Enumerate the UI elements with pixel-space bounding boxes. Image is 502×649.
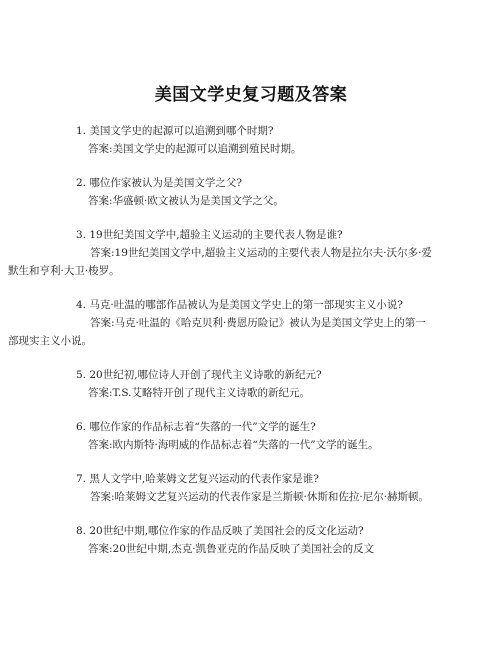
qa-item: [76, 418, 436, 454]
question-text: 6. 哪位作家的作品标志着“失落的一代”文学的诞生?: [76, 421, 316, 433]
qa-item: [76, 470, 436, 506]
question-text: 7. 黑人文学中,哈莱姆文艺复兴运动的代表作家是谁?: [76, 473, 319, 485]
answer-text: 答案:19世纪美国文学中,超验主义运动的主要代表人物是拉尔夫·沃尔多·爱默生和亨利·大卫·梭罗。: [8, 247, 432, 277]
answer-text: 答案:欧内斯特·海明威的作品标志着“失落的一代”文学的诞生。: [88, 439, 379, 451]
qa-item: [76, 122, 436, 158]
qa-item: [76, 174, 436, 210]
question-text: 2. 哪位作家被认为是美国文学之父?: [76, 177, 242, 189]
qa-item: [76, 522, 436, 558]
question-text: 5. 20世纪初,哪位诗人开创了现代主义诗歌的新纪元?: [76, 369, 322, 381]
qa-item: [8, 296, 436, 350]
qa-list: [8, 122, 436, 558]
answer-text: 答案:美国文学史的起源可以追溯到殖民时期。: [88, 143, 302, 155]
answer-text: 答案:哈莱姆文艺复兴运动的代表作家是兰斯顿·休斯和佐拉·尼尔·赫斯顿。: [90, 491, 430, 503]
qa-item: [8, 226, 436, 280]
question-text: 1. 美国文学史的起源可以追溯到哪个时期?: [76, 125, 274, 137]
answer-text: 答案:20世纪中期,杰克·凯鲁亚克的作品反映了美国社会的反文: [88, 543, 375, 555]
answer-text: 答案:马克·吐温的《哈克贝利·费恩历险记》被认为是美国文学史上的第一部现实主义小说。: [8, 317, 426, 347]
question-text: 8. 20世纪中期,哪位作家的作品反映了美国社会的反文化运动?: [76, 525, 364, 537]
page-title: 美国文学史复习题及答案: [154, 85, 348, 105]
question-text: 3. 19世纪美国文学中,超验主义运动的主要代表人物是谁?: [76, 229, 343, 241]
answer-text: 答案:T.S.艾略特开创了现代主义诗歌的新纪元。: [88, 387, 310, 399]
qa-item: [76, 366, 436, 402]
answer-text: 答案:华盛顿·欧文被认为是美国文学之父。: [88, 195, 284, 207]
question-text: 4. 马克·吐温的哪部作品被认为是美国文学史上的第一部现实主义小说?: [76, 299, 403, 311]
